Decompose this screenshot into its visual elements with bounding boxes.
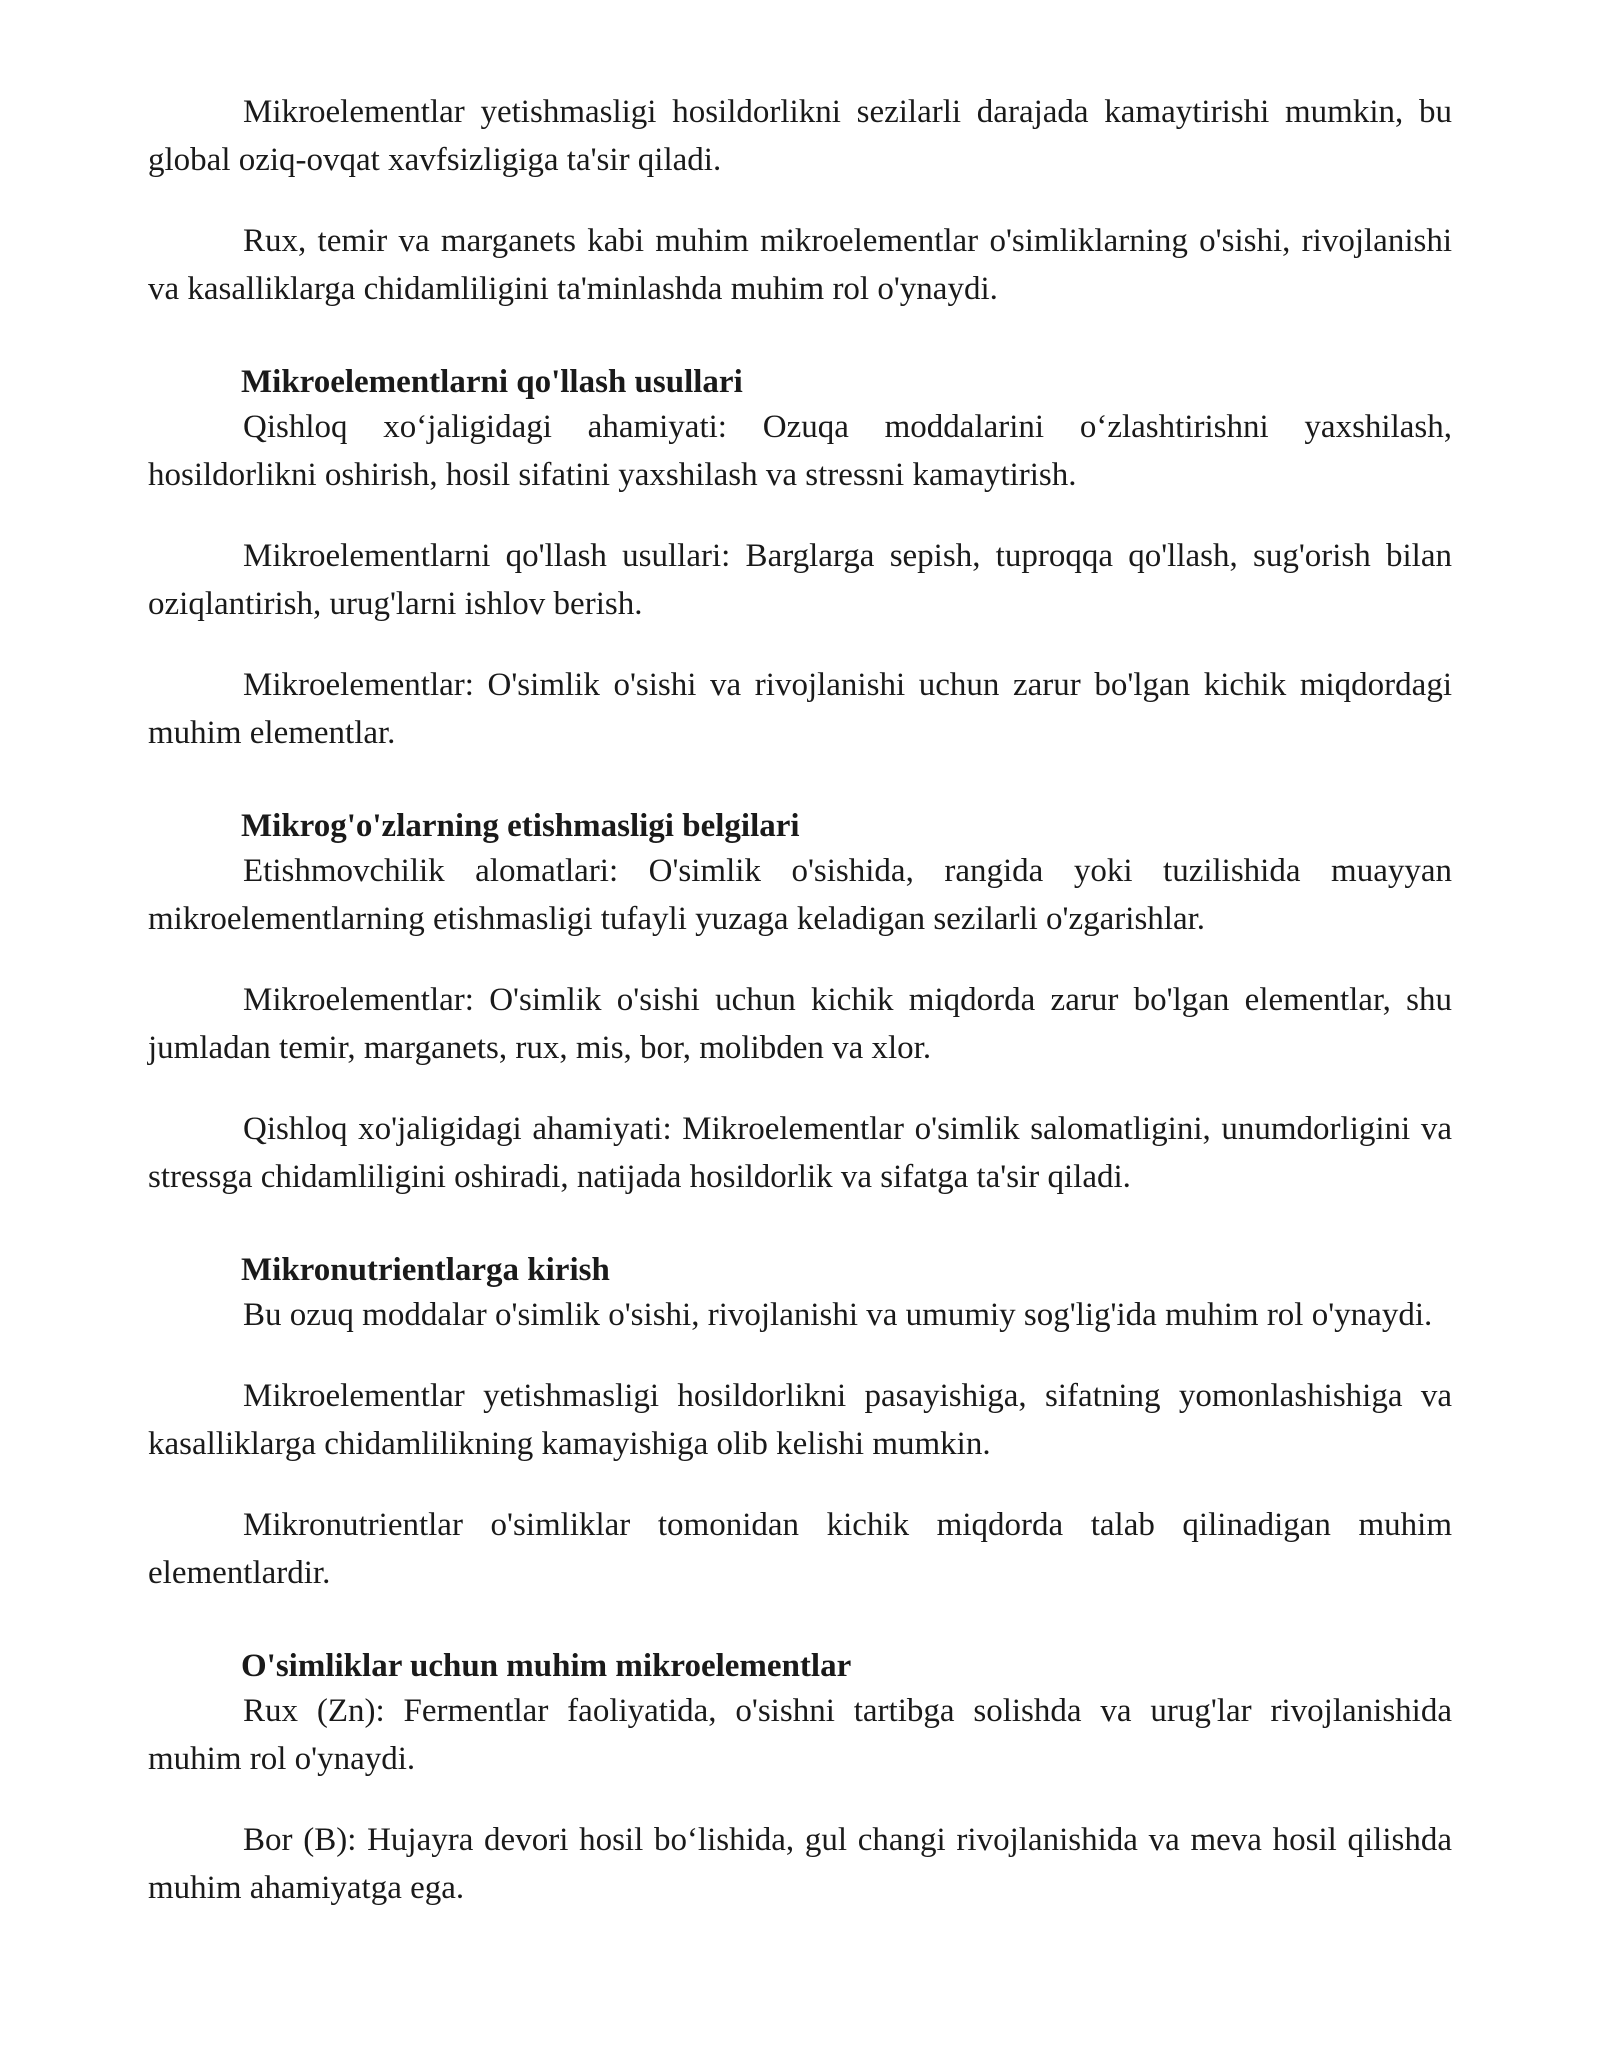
section-3-paragraph-3: Mikronutrientlar o'simliklar tomonidan kichik miqdorda talab qilinadigan muhim elementlardir. (148, 1507, 1452, 1591)
section-2-paragraph-3: Qishloq xo'jaligidagi ahamiyati: Mikroelementlar o'simlik salomatligini, unumdorligini va stressga chidamliligini oshiradi, natijada hosildorlik va sifatga ta'sir qiladi. (148, 1111, 1452, 1195)
section-2-paragraph-2: Mikroelementlar: O'simlik o'sishi uchun kichik miqdorda zarur bo'lgan elementlar, shu jumladan temir, marganets, rux, mis, bor, molibden va xlor. (148, 982, 1452, 1066)
section-4-paragraph-2: Bor (B): Hujayra devori hosil bo‘lishida, gul changi rivojlanishida va meva hosil qilishda muhim ahamiyatga ega. (148, 1822, 1452, 1906)
section-4-heading: O'simliklar uchun muhim mikroelementlar (241, 1648, 852, 1684)
section-4-paragraph-1: Rux (Zn): Fermentlar faoliyatida, o'sishni tartibga solishda va urug'lar rivojlanishida muhim rol o'ynaydi. (148, 1693, 1452, 1777)
section-3-paragraph-2: Mikroelementlar yetishmasligi hosildorlikni pasayishiga, sifatning yomonlashishiga va kasalliklarga chidamlilikning kamayishiga olib kelishi mumkin. (148, 1378, 1452, 1462)
intro-paragraph-2: Rux, temir va marganets kabi muhim mikroelementlar o'simliklarning o'sishi, rivojlanishi va kasalliklarga chidamliligini ta'minlashda muhim rol o'ynaydi. (148, 223, 1452, 307)
section-1-heading: Mikroelementlarni qo'llash usullari (241, 364, 743, 400)
section-1-paragraph-3: Mikroelementlar: O'simlik o'sishi va rivojlanishi uchun zarur bo'lgan kichik miqdordagi muhim elementlar. (148, 667, 1452, 751)
section-2-paragraph-1: Etishmovchilik alomatlari: O'simlik o'sishida, rangida yoki tuzilishida muayyan mikroelementlarning etishmasligi tufayli yuzaga keladigan sezilarli o'zgarishlar. (148, 853, 1452, 937)
section-3-heading: Mikronutrientlarga kirish (241, 1252, 610, 1288)
section-2-heading: Mikrog'o'zlarning etishmasligi belgilari (241, 808, 800, 844)
section-3-paragraph-1: Bu ozuq moddalar o'simlik o'sishi, rivojlanishi va umumiy sog'lig'ida muhim rol o'ynaydi. (243, 1297, 1433, 1333)
document-page (148, 88, 1452, 1945)
section-1-paragraph-2: Mikroelementlarni qo'llash usullari: Barglarga sepish, tuproqqa qo'llash, sug'orish bilan oziqlantirish, urug'larni ishlov berish. (148, 538, 1452, 622)
section-1-paragraph-1: Qishloq xo‘jaligidagi ahamiyati: Ozuqa moddalarini o‘zlashtirishni yaxshilash, hosildorlikni oshirish, hosil sifatini yaxshilash va stressni kamaytirish. (148, 409, 1452, 493)
intro-paragraph-1: Mikroelementlar yetishmasligi hosildorlikni sezilarli darajada kamaytirishi mumkin, bu global oziq-ovqat xavfsizligiga ta'sir qiladi. (148, 94, 1452, 178)
